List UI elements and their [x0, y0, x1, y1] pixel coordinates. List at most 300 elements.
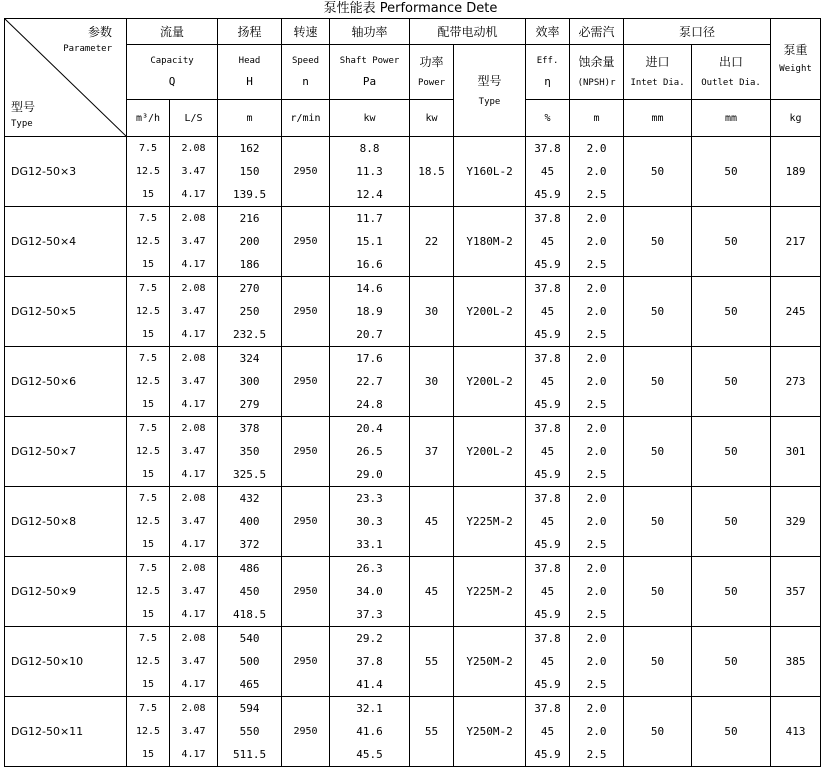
unit-outlet: mm [692, 100, 771, 137]
weight-cell: 329 [771, 487, 821, 557]
head-cell-value: 250 [239, 305, 260, 318]
weight-cell: 189 [771, 137, 821, 207]
flow-ls-cell-value: 2.08 [181, 143, 206, 154]
efficiency-cell-value: 37.8 [534, 352, 561, 365]
head-cell-value: 486 [239, 562, 260, 575]
motor-model-cell: Y200L-2 [454, 277, 526, 347]
outlet-dia-cell: 50 [692, 697, 771, 767]
head-cell [218, 697, 282, 767]
flow-m3h-cell-value: 15 [141, 259, 155, 270]
flow-ls-cell-value: 4.17 [181, 259, 206, 270]
npsh-cell-value: 2.0 [586, 352, 607, 365]
flow-m3h-cell [127, 557, 170, 627]
header-outlet-zh: 出口 [719, 55, 744, 69]
flow-ls-cell-value: 4.17 [181, 749, 206, 760]
shaft-power-cell-value: 41.6 [356, 725, 383, 738]
efficiency-cell-value: 45.9 [534, 608, 561, 621]
flow-ls-cell-value: 3.47 [181, 726, 206, 737]
shaft-power-cell-value: 30.3 [356, 515, 383, 528]
weight-cell: 413 [771, 697, 821, 767]
npsh-cell-value: 2.0 [586, 725, 607, 738]
npsh-cell [570, 487, 624, 557]
header-type-en: Type [11, 119, 33, 129]
shaft-power-cell-value: 34.0 [356, 585, 383, 598]
efficiency-cell-value: 45.9 [534, 188, 561, 201]
flow-m3h-cell-value: 7.5 [138, 703, 158, 714]
flow-m3h-cell-value: 7.5 [138, 213, 158, 224]
flow-m3h-cell [127, 277, 170, 347]
npsh-cell [570, 627, 624, 697]
speed-cell: 2950 [282, 137, 330, 207]
header-speed-en: Speed [291, 56, 320, 66]
efficiency-cell [526, 277, 570, 347]
flow-ls-cell-value: 4.17 [181, 189, 206, 200]
efficiency-cell-value: 45.9 [534, 538, 561, 551]
shaft-power-cell-value: 41.4 [356, 678, 383, 691]
head-cell-value: 216 [239, 212, 260, 225]
head-cell [218, 557, 282, 627]
head-cell-value: 511.5 [232, 748, 267, 761]
header-npsh-zh2: 蚀余量 [578, 55, 615, 69]
flow-ls-cell-value: 4.17 [181, 469, 206, 480]
efficiency-cell-value: 45 [540, 235, 555, 248]
flow-ls-cell-value: 4.17 [181, 329, 206, 340]
flow-m3h-cell-value: 15 [141, 189, 155, 200]
model-cell: DG12-50×4 [5, 207, 127, 277]
flow-ls-cell-value: 2.08 [181, 703, 206, 714]
npsh-cell-value: 2.0 [586, 702, 607, 715]
head-cell-value: 372 [239, 538, 260, 551]
npsh-cell-value: 2.0 [586, 492, 607, 505]
model-cell: DG12-50×6 [5, 347, 127, 417]
motor-power-cell: 18.5 [410, 137, 454, 207]
npsh-cell [570, 277, 624, 347]
head-cell-value: 432 [239, 492, 260, 505]
weight-cell: 245 [771, 277, 821, 347]
model-cell: DG12-50×9 [5, 557, 127, 627]
header-inlet-en: Intet Dia. [630, 78, 685, 88]
flow-ls-cell [170, 347, 218, 417]
shaft-power-cell-value: 37.8 [356, 655, 383, 668]
flow-ls-cell-value: 2.08 [181, 283, 206, 294]
table-row [5, 487, 821, 557]
shaft-power-cell-value: 29.2 [356, 632, 383, 645]
efficiency-cell [526, 137, 570, 207]
npsh-cell-value: 2.0 [586, 585, 607, 598]
head-cell-value: 150 [239, 165, 260, 178]
header-power [410, 45, 454, 100]
npsh-cell-value: 2.5 [586, 678, 607, 691]
efficiency-cell-value: 45.9 [534, 468, 561, 481]
header-eff-zh: 效率 [526, 19, 570, 45]
header-speed-sym: n [302, 75, 309, 88]
model-cell: DG12-50×5 [5, 277, 127, 347]
flow-ls-cell [170, 277, 218, 347]
flow-ls-cell-value: 3.47 [181, 446, 206, 457]
efficiency-cell-value: 37.8 [534, 632, 561, 645]
flow-ls-cell-value: 2.08 [181, 563, 206, 574]
efficiency-cell-value: 37.8 [534, 422, 561, 435]
header-eff-en: Eff. [536, 56, 559, 66]
inlet-dia-cell: 50 [624, 137, 692, 207]
head-cell-value: 324 [239, 352, 260, 365]
efficiency-cell-value: 45 [540, 375, 555, 388]
speed-cell: 2950 [282, 487, 330, 557]
motor-model-cell: Y200L-2 [454, 347, 526, 417]
flow-ls-cell [170, 487, 218, 557]
motor-power-cell: 55 [410, 697, 454, 767]
speed-cell: 2950 [282, 697, 330, 767]
npsh-cell-value: 2.0 [586, 375, 607, 388]
unit-speed: r/min [282, 100, 330, 137]
flow-m3h-cell-value: 12.5 [135, 166, 161, 177]
flow-m3h-cell [127, 207, 170, 277]
header-inlet-zh: 进口 [645, 55, 670, 69]
flow-m3h-cell-value: 12.5 [135, 726, 161, 737]
flow-ls-cell [170, 697, 218, 767]
header-weight [771, 19, 821, 100]
efficiency-cell [526, 207, 570, 277]
npsh-cell [570, 417, 624, 487]
model-cell: DG12-50×11 [5, 697, 127, 767]
flow-ls-cell [170, 207, 218, 277]
shaft-power-cell-value: 22.7 [356, 375, 383, 388]
shaft-power-cell-value: 12.4 [356, 188, 383, 201]
model-cell: DG12-50×10 [5, 627, 127, 697]
outlet-dia-cell: 50 [692, 347, 771, 417]
flow-m3h-cell [127, 487, 170, 557]
shaft-power-cell-value: 11.3 [356, 165, 383, 178]
unit-inlet: mm [624, 100, 692, 137]
flow-m3h-cell [127, 417, 170, 487]
flow-ls-cell [170, 417, 218, 487]
npsh-cell-value: 2.5 [586, 608, 607, 621]
head-cell-value: 550 [239, 725, 260, 738]
efficiency-cell-value: 37.8 [534, 492, 561, 505]
head-cell-value: 350 [239, 445, 260, 458]
head-cell [218, 347, 282, 417]
flow-m3h-cell-value: 15 [141, 469, 155, 480]
weight-cell: 385 [771, 627, 821, 697]
table-row [5, 697, 821, 767]
header-model [454, 45, 526, 137]
flow-m3h-cell-value: 12.5 [135, 306, 161, 317]
npsh-cell [570, 137, 624, 207]
npsh-cell [570, 207, 624, 277]
shaft-power-cell [330, 277, 410, 347]
header-shaft-sym: Pa [362, 75, 377, 88]
flow-ls-cell [170, 557, 218, 627]
header-param-en: Parameter [63, 44, 112, 54]
flow-m3h-cell-value: 15 [141, 679, 155, 690]
npsh-cell-value: 2.0 [586, 235, 607, 248]
npsh-cell-value: 2.5 [586, 468, 607, 481]
npsh-cell-value: 2.0 [586, 632, 607, 645]
header-head-en: Head [238, 56, 261, 66]
flow-m3h-cell [127, 347, 170, 417]
outlet-dia-cell: 50 [692, 627, 771, 697]
shaft-power-cell [330, 207, 410, 277]
efficiency-cell [526, 417, 570, 487]
header-flow-zh: 流量 [127, 19, 218, 45]
shaft-power-cell-value: 11.7 [356, 212, 383, 225]
head-cell-value: 540 [239, 632, 260, 645]
head-cell-value: 325.5 [232, 468, 267, 481]
npsh-cell-value: 2.0 [586, 142, 607, 155]
table-row [5, 627, 821, 697]
flow-ls-cell-value: 3.47 [181, 166, 206, 177]
npsh-cell-value: 2.5 [586, 398, 607, 411]
header-shaft-zh: 轴功率 [330, 19, 410, 45]
header-head-zh: 扬程 [218, 19, 282, 45]
header-weight-zh: 泵重 [783, 43, 808, 57]
head-cell-value: 418.5 [232, 608, 267, 621]
efficiency-cell-value: 37.8 [534, 562, 561, 575]
efficiency-cell-value: 45 [540, 585, 555, 598]
npsh-cell-value: 2.5 [586, 188, 607, 201]
head-cell-value: 594 [239, 702, 260, 715]
table-row [5, 557, 821, 627]
shaft-power-cell-value: 16.6 [356, 258, 383, 271]
table-row [5, 277, 821, 347]
shaft-power-cell-value: 23.3 [356, 492, 383, 505]
shaft-power-cell-value: 14.6 [356, 282, 383, 295]
npsh-cell [570, 697, 624, 767]
speed-cell: 2950 [282, 557, 330, 627]
motor-model-cell: Y180M-2 [454, 207, 526, 277]
head-cell [218, 207, 282, 277]
flow-m3h-cell-value: 15 [141, 539, 155, 550]
motor-model-cell: Y160L-2 [454, 137, 526, 207]
shaft-power-cell-value: 37.3 [356, 608, 383, 621]
shaft-power-cell [330, 347, 410, 417]
efficiency-cell-value: 45 [540, 655, 555, 668]
shaft-power-cell-value: 24.8 [356, 398, 383, 411]
shaft-power-cell-value: 32.1 [356, 702, 383, 715]
header-outlet-en: Outlet Dia. [701, 78, 761, 88]
outlet-dia-cell: 50 [692, 137, 771, 207]
npsh-cell [570, 347, 624, 417]
speed-cell: 2950 [282, 417, 330, 487]
flow-m3h-cell-value: 7.5 [138, 633, 158, 644]
speed-cell: 2950 [282, 207, 330, 277]
flow-ls-cell-value: 2.08 [181, 353, 206, 364]
unit-flow-ls: L/S [170, 100, 218, 137]
shaft-power-cell [330, 487, 410, 557]
speed-cell: 2950 [282, 347, 330, 417]
head-cell-value: 300 [239, 375, 260, 388]
flow-m3h-cell-value: 7.5 [138, 563, 158, 574]
header-power-zh: 功率 [419, 55, 444, 69]
head-cell-value: 270 [239, 282, 260, 295]
motor-model-cell: Y200L-2 [454, 417, 526, 487]
npsh-cell-value: 2.5 [586, 328, 607, 341]
flow-ls-cell-value: 2.08 [181, 423, 206, 434]
header-flow-sym: Q [168, 75, 176, 88]
motor-model-cell: Y250M-2 [454, 697, 526, 767]
efficiency-cell-value: 45 [540, 515, 555, 528]
head-cell-value: 162 [239, 142, 260, 155]
shaft-power-cell [330, 137, 410, 207]
inlet-dia-cell: 50 [624, 347, 692, 417]
header-speed-zh: 转速 [282, 19, 330, 45]
header-inlet [624, 45, 692, 100]
speed-cell: 2950 [282, 277, 330, 347]
header-shaft-en: Shaft Power [339, 56, 400, 66]
motor-power-cell: 45 [410, 487, 454, 557]
performance-table [4, 18, 821, 767]
flow-ls-cell-value: 3.47 [181, 656, 206, 667]
header-model-zh: 型号 [477, 73, 502, 88]
head-cell-value: 186 [239, 258, 260, 271]
flow-m3h-cell-value: 12.5 [135, 516, 161, 527]
npsh-cell-value: 2.5 [586, 538, 607, 551]
inlet-dia-cell: 50 [624, 207, 692, 277]
table-body [5, 137, 821, 767]
inlet-dia-cell: 50 [624, 627, 692, 697]
flow-ls-cell [170, 137, 218, 207]
header-diagonal-cell [5, 19, 127, 137]
head-cell-value: 500 [239, 655, 260, 668]
shaft-power-cell-value: 26.3 [356, 562, 383, 575]
weight-cell: 357 [771, 557, 821, 627]
efficiency-cell-value: 37.8 [534, 212, 561, 225]
efficiency-cell [526, 487, 570, 557]
head-cell [218, 487, 282, 557]
shaft-power-cell [330, 417, 410, 487]
flow-m3h-cell-value: 15 [141, 329, 155, 340]
header-motor-zh: 配带电动机 [410, 19, 526, 45]
table-header [5, 19, 821, 137]
outlet-dia-cell: 50 [692, 277, 771, 347]
flow-m3h-cell-value: 12.5 [135, 656, 161, 667]
table-row [5, 417, 821, 487]
weight-cell: 273 [771, 347, 821, 417]
shaft-power-cell-value: 17.6 [356, 352, 383, 365]
flow-ls-cell-value: 3.47 [181, 516, 206, 527]
flow-m3h-cell-value: 12.5 [135, 586, 161, 597]
outlet-dia-cell: 50 [692, 487, 771, 557]
flow-ls-cell [170, 627, 218, 697]
header-eff [526, 45, 570, 100]
flow-ls-cell-value: 3.47 [181, 376, 206, 387]
npsh-cell-value: 2.5 [586, 748, 607, 761]
header-speed [282, 45, 330, 100]
header-eff-sym: η [544, 75, 551, 88]
motor-power-cell: 55 [410, 627, 454, 697]
motor-model-cell: Y225M-2 [454, 557, 526, 627]
unit-power: kw [410, 100, 454, 137]
model-cell: DG12-50×3 [5, 137, 127, 207]
flow-m3h-cell [127, 697, 170, 767]
efficiency-cell-value: 45 [540, 165, 555, 178]
shaft-power-cell-value: 33.1 [356, 538, 383, 551]
shaft-power-cell-value: 20.7 [356, 328, 383, 341]
shaft-power-cell-value: 18.9 [356, 305, 383, 318]
efficiency-cell-value: 45.9 [534, 328, 561, 341]
header-power-en: Power [417, 78, 446, 88]
head-cell-value: 378 [239, 422, 260, 435]
efficiency-cell-value: 45.9 [534, 748, 561, 761]
head-cell-value: 232.5 [232, 328, 267, 341]
page-title: 泵性能表 Performance Dete [323, 1, 498, 16]
motor-power-cell: 30 [410, 277, 454, 347]
inlet-dia-cell: 50 [624, 417, 692, 487]
head-cell-value: 279 [239, 398, 260, 411]
speed-cell: 2950 [282, 627, 330, 697]
flow-m3h-cell-value: 15 [141, 399, 155, 410]
flow-m3h-cell-value: 7.5 [138, 353, 158, 364]
model-cell: DG12-50×8 [5, 487, 127, 557]
efficiency-cell-value: 37.8 [534, 282, 561, 295]
inlet-dia-cell: 50 [624, 557, 692, 627]
table-row [5, 207, 821, 277]
shaft-power-cell-value: 15.1 [356, 235, 383, 248]
motor-model-cell: Y250M-2 [454, 627, 526, 697]
header-head-sym: H [246, 75, 253, 88]
npsh-cell [570, 557, 624, 627]
flow-m3h-cell-value: 12.5 [135, 236, 161, 247]
shaft-power-cell-value: 29.0 [356, 468, 383, 481]
head-cell [218, 277, 282, 347]
efficiency-cell-value: 37.8 [534, 702, 561, 715]
efficiency-cell-value: 45 [540, 305, 555, 318]
flow-m3h-cell [127, 137, 170, 207]
efficiency-cell-value: 45.9 [534, 678, 561, 691]
outlet-dia-cell: 50 [692, 417, 771, 487]
outlet-dia-cell: 50 [692, 207, 771, 277]
header-dia-zh: 泵口径 [624, 19, 771, 45]
inlet-dia-cell: 50 [624, 487, 692, 557]
table-row [5, 137, 821, 207]
shaft-power-cell-value: 45.5 [356, 748, 383, 761]
flow-ls-cell-value: 2.08 [181, 213, 206, 224]
inlet-dia-cell: 50 [624, 277, 692, 347]
shaft-power-cell-value: 20.4 [356, 422, 383, 435]
npsh-cell-value: 2.0 [586, 305, 607, 318]
flow-ls-cell-value: 4.17 [181, 609, 206, 620]
shaft-power-cell-value: 8.8 [359, 142, 380, 155]
npsh-cell-value: 2.0 [586, 282, 607, 295]
unit-head: m [218, 100, 282, 137]
efficiency-cell-value: 45 [540, 725, 555, 738]
flow-m3h-cell-value: 7.5 [138, 283, 158, 294]
table-row [5, 347, 821, 417]
unit-shaft: kw [330, 100, 410, 137]
header-npsh [570, 45, 624, 100]
npsh-cell-value: 2.5 [586, 258, 607, 271]
flow-m3h-cell-value: 7.5 [138, 493, 158, 504]
model-cell: DG12-50×7 [5, 417, 127, 487]
npsh-cell-value: 2.0 [586, 562, 607, 575]
header-flow [127, 45, 218, 100]
npsh-cell-value: 2.0 [586, 422, 607, 435]
unit-weight: kg [771, 100, 821, 137]
shaft-power-cell-value: 26.5 [356, 445, 383, 458]
npsh-cell-value: 2.0 [586, 165, 607, 178]
efficiency-cell-value: 45.9 [534, 398, 561, 411]
head-cell [218, 627, 282, 697]
efficiency-cell-value: 45 [540, 445, 555, 458]
efficiency-cell [526, 627, 570, 697]
npsh-cell-value: 2.0 [586, 212, 607, 225]
motor-power-cell: 30 [410, 347, 454, 417]
flow-m3h-cell-value: 12.5 [135, 376, 161, 387]
efficiency-cell-value: 37.8 [534, 142, 561, 155]
efficiency-cell [526, 697, 570, 767]
flow-m3h-cell-value: 7.5 [138, 143, 158, 154]
header-npsh-zh1: 必需汽 [570, 19, 624, 45]
